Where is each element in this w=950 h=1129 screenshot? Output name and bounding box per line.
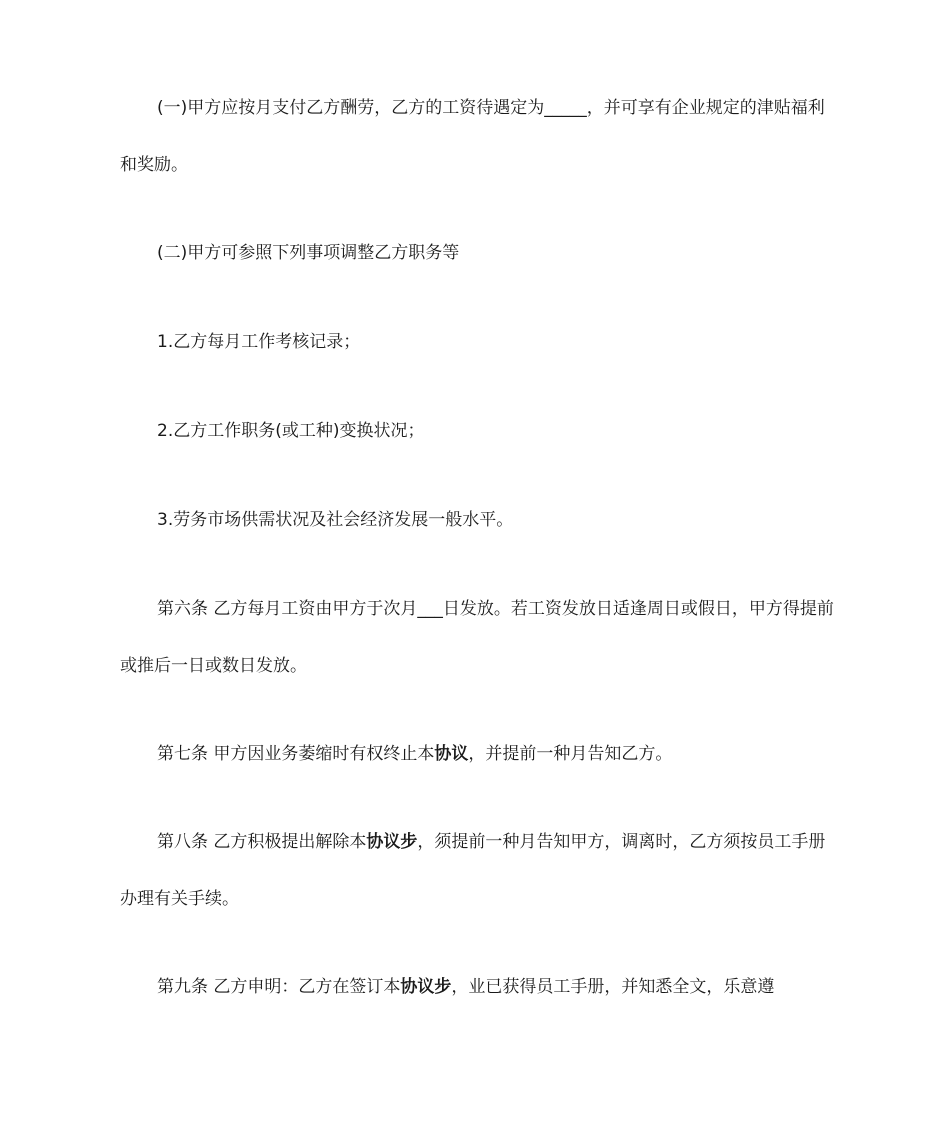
paragraph-text: ，业已获得员工手册，并知悉全文，乐意遵 — [451, 977, 775, 997]
paragraph-salary — [120, 80, 835, 194]
bold-term: 协议步 — [400, 977, 452, 997]
bold-term: 协议步 — [366, 832, 418, 852]
list-item-2 — [120, 420, 835, 442]
paragraph-text: (二)甲方可参照下列事项调整乙方职务等 — [157, 243, 460, 263]
paragraph-text: 3.劳务市场供需状况及社会经济发展一般水平。 — [157, 510, 514, 530]
paragraph-text: (一)甲方应按月支付乙方酬劳，乙方的工资待遇定为_____，并可享有企业规定的津贴福利和奖励。 — [120, 98, 825, 175]
paragraph-text: 第八条 乙方积极提出解除本 — [157, 832, 367, 852]
paragraph-text: ，须提前一种月告知甲方，调离时，乙方须按员工手册办理有关手续。 — [120, 832, 826, 909]
paragraph-text: 2.乙方工作职务(或工种)变换状况； — [157, 421, 425, 441]
paragraph-adjust-duties — [120, 242, 835, 264]
bold-term: 协议 — [434, 744, 469, 764]
list-item-1 — [120, 331, 835, 353]
paragraph-text: 第七条 甲方因业务萎缩时有权终止本 — [157, 744, 435, 764]
list-item-3 — [120, 509, 835, 531]
paragraph-text: 第九条 乙方申明：乙方在签订本 — [157, 977, 401, 997]
article-8 — [120, 814, 835, 928]
article-7 — [120, 743, 835, 765]
paragraph-text: 1.乙方每月工作考核记录； — [157, 332, 361, 352]
article-6 — [120, 581, 835, 695]
paragraph-text: ，并提前一种月告知乙方。 — [468, 744, 673, 764]
paragraph-text: 第六条 乙方每月工资由甲方于次月___日发放。若工资发放日适逢周日或假日，甲方得提前或推后一日或数日发放。 — [120, 599, 834, 676]
article-9 — [120, 976, 835, 998]
